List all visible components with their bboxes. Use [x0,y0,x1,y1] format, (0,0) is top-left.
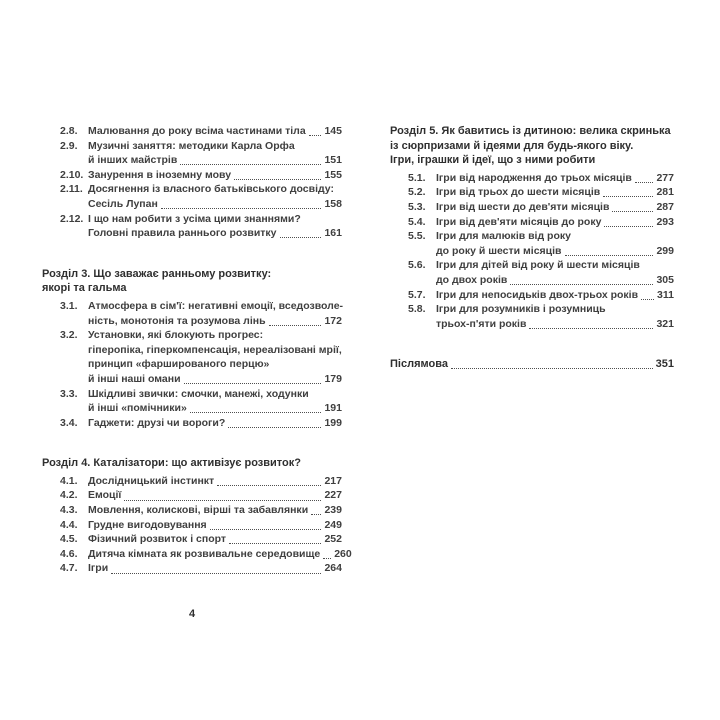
entry-body [436,171,674,186]
entry-page-ref: 287 [656,200,674,213]
toc-entry [60,532,342,547]
entry-last-line [436,317,674,332]
entry-page-ref: 264 [324,562,342,575]
toc-entry [60,328,342,386]
entry-body [88,124,342,139]
entry-page-ref: 217 [324,474,342,487]
entry-body [390,357,674,372]
dot-leader [323,558,331,559]
entry-body [88,387,342,416]
entry-text-line: Ігри для розумників і розумниць [436,303,606,316]
dot-leader [510,284,653,285]
toc-section [42,456,352,576]
entry-number: 2.10. [60,168,84,181]
toc-entry [60,212,342,241]
entry-body [88,488,342,503]
entry-title: й інших майстрів [88,154,178,167]
entry-number: 5.2. [408,186,426,199]
entry-page-ref: 227 [324,489,342,502]
entry-page-ref: 321 [656,317,674,330]
entry-page-ref: 179 [324,372,342,385]
entry-page-ref: 191 [324,402,342,415]
entry-title: Грудне вигодовування [88,518,207,531]
entry-title: й інші «помічники» [88,402,187,415]
entry-title: Гаджети: друзі чи вороги? [88,416,226,429]
entry-page-ref: 281 [656,186,674,199]
entry-title: Післямова [390,358,448,371]
entry-last-line [88,168,342,183]
entry-text-line: Шкідливі звички: смочки, манежі, ходунки [88,387,309,400]
toc-entry [408,229,674,258]
entry-body [88,299,342,328]
entry-page-ref: 249 [324,518,342,531]
entry-body [436,215,674,230]
entry-last-line [436,200,674,215]
entry-number: 4.1. [60,474,78,487]
toc-section [390,124,674,331]
entry-page-ref: 277 [656,171,674,184]
entry-title: й інші наші омани [88,372,181,385]
toc-entry [60,488,342,503]
entry-last-line [88,547,352,562]
entry-page-ref: 293 [656,215,674,228]
entry-title: Ігри [88,562,109,575]
dot-leader [269,325,322,326]
entry-title: трьох-п'яти років [436,317,527,330]
entry-body [436,288,674,303]
toc-right-column [390,124,674,602]
entry-last-line [88,401,342,416]
entry-text-line: Атмосфера в сім'ї: негативні емоції, вседозволе- [88,299,344,312]
toc-entry [60,182,342,211]
entry-body [436,258,674,287]
dot-leader [635,182,654,183]
dot-leader [124,500,321,501]
dot-leader [228,427,321,428]
entry-page-ref: 158 [324,197,342,210]
entry-body [436,229,674,258]
toc-section [42,124,342,241]
entry-last-line [88,474,342,489]
entry-last-line [88,503,342,518]
page-number: 4 [188,608,196,620]
entry-last-line [88,314,342,329]
dot-leader [161,208,322,209]
toc-entry [408,200,674,215]
toc-entry [60,561,342,576]
toc-entry [408,302,674,331]
entry-number: 3.4. [60,416,78,429]
entry-body [436,185,674,200]
entry-body [88,139,342,168]
entry-body [88,561,342,576]
entry-number: 4.5. [60,533,78,546]
dot-leader [217,485,321,486]
entry-body [88,474,342,489]
entry-last-line [88,153,342,168]
entry-page-ref: 172 [324,314,342,327]
toc-entry [408,258,674,287]
dot-leader [311,514,321,515]
entry-last-line [88,488,342,503]
entry-title: Дослідницький інстинкт [88,474,215,487]
section-heading [42,267,342,296]
entry-number: 5.8. [408,303,426,316]
entry-page-ref: 260 [334,547,352,560]
entry-number: 4.6. [60,547,78,560]
entry-title: Мовлення, колискові, вірші та забавлянки [88,504,309,517]
dot-leader [603,196,653,197]
entry-body [88,503,342,518]
entry-body [88,518,342,533]
toc-entry [60,299,342,328]
toc-entry [60,503,342,518]
entry-last-line [88,124,342,139]
entry-text-line: Ігри для дітей від року й шести місяців [436,259,640,272]
entry-title: Емоції [88,489,122,502]
entry-last-line [436,171,674,186]
section-heading [42,456,342,471]
dot-leader [529,328,653,329]
entry-title: Ігри від шести до дев'яти місяців [436,200,610,213]
entry-last-line [88,372,342,387]
entry-title: Фізичний розвиток і спорт [88,533,227,546]
entry-number: 5.1. [408,171,426,184]
dot-leader [180,164,321,165]
entry-text-line: Досягнення із власного батьківського досвіду: [88,183,334,196]
entry-last-line [436,244,674,259]
entry-title: Занурення в іноземну мову [88,168,232,181]
entry-text-line: Установки, які блокують прогрес: [88,329,264,342]
entry-body [436,302,674,331]
entry-number: 2.12. [60,212,84,225]
section-heading-line: якорі та гальма [42,282,127,295]
toc-entry [408,215,674,230]
toc-entry [408,171,674,186]
section-heading-line: Ігри, іграшки й ідеї, що з ними робити [390,154,596,167]
entry-last-line [390,357,674,372]
entry-number: 4.3. [60,504,78,517]
entry-title: Головні правила раннього розвитку [88,227,277,240]
section-heading [390,124,674,168]
entry-page-ref: 305 [656,273,674,286]
entry-text-line: І що нам робити з усіма цими знаннями? [88,212,301,225]
entry-number: 3.2. [60,329,78,342]
dot-leader [309,135,322,136]
dot-leader [641,299,654,300]
entry-number: 5.7. [408,288,426,301]
entry-title: ність, монотонія та розумова лінь [88,314,266,327]
entry-title: Сесіль Лупан [88,197,158,210]
toc-entry [60,139,342,168]
dot-leader [184,383,322,384]
section-heading-line: Розділ 4. Каталізатори: що активізує розвиток? [42,457,301,470]
dot-leader [229,543,321,544]
entry-title: до двох років [436,273,508,286]
entry-body [88,532,342,547]
entry-page-ref: 239 [324,504,342,517]
dot-leader [190,412,322,413]
entry-body [436,200,674,215]
entry-text-line: Музичні заняття: методики Карла Орфа [88,139,295,152]
entry-number: 4.2. [60,489,78,502]
entry-number: 5.3. [408,200,426,213]
entry-page-ref: 299 [656,244,674,257]
dot-leader [612,211,653,212]
entry-number: 5.4. [408,215,426,228]
toc-entry [60,547,352,562]
entry-title: Дитяча кімната як розвивальне середовище [88,547,321,560]
entry-number: 2.8. [60,125,78,137]
entry-number: 5.6. [408,259,426,272]
entry-last-line [88,561,342,576]
entry-title: до року й шести місяців [436,244,562,257]
entry-page-ref: 151 [324,154,342,167]
entry-last-line [436,273,674,288]
entry-body [88,182,342,211]
entry-page-ref: 155 [324,168,342,181]
entry-body [88,416,342,431]
entry-number: 4.7. [60,562,78,575]
toc-entry [60,168,342,183]
entry-title: Ігри від трьох до шести місяців [436,186,601,199]
entry-text-line: гіперопіка, гіперкомпенсація, нереалізовані мрії, [88,343,342,356]
toc-entry [60,416,342,431]
toc-entry [408,185,674,200]
dot-leader [280,237,322,238]
entry-number: 5.5. [408,230,426,243]
entry-body [88,168,342,183]
section-heading-line: Розділ 5. Як бавитись із дитиною: велика скринька [390,125,671,137]
entry-page-ref: 311 [657,288,674,301]
section-heading-line: Розділ 3. Що заважає ранньому розвитку: [42,267,272,280]
toc-entry [60,518,342,533]
entry-last-line [436,185,674,200]
dot-leader [111,573,321,574]
entry-page-ref: 351 [655,358,674,371]
entry-last-line [88,532,342,547]
dot-leader [604,226,653,227]
entry-body [88,547,352,562]
entry-last-line [88,226,342,241]
entry-title: Ігри від народження до трьох місяців [436,171,632,184]
entry-last-line [88,518,342,533]
entry-body [88,212,342,241]
entry-number: 3.3. [60,387,78,400]
toc-section [390,357,674,372]
dot-leader [451,368,653,369]
entry-page-ref: 252 [324,533,342,546]
entry-title: Малювання до року всіма частинами тіла [88,125,306,137]
entry-number: 2.11. [60,183,83,196]
toc-entry [390,357,674,372]
entry-body [88,328,342,386]
entry-page-ref: 145 [324,125,342,137]
entry-text-line: Ігри для малюків від року [436,230,571,243]
entry-last-line [436,215,674,230]
entry-number: 4.4. [60,518,78,531]
entry-last-line [436,288,674,303]
entry-page-ref: 199 [324,416,342,429]
dot-leader [210,529,322,530]
entry-title: Ігри для непосидьків двох-трьох років [436,288,639,301]
toc-section [42,267,342,431]
section-heading-line: із сюрпризами й ідеями для будь-якого віку. [390,139,634,152]
entry-title: Ігри від дев'яти місяців до року [436,215,602,228]
toc-entry [60,124,342,139]
entry-text-line: принцип «фаршированого перцю» [88,358,270,371]
toc-entry [408,288,674,303]
toc-left-column [42,124,352,602]
toc-entry [60,474,342,489]
entry-number: 2.9. [60,139,78,152]
dot-leader [565,255,654,256]
entry-last-line [88,416,342,431]
entry-page-ref: 161 [324,227,342,240]
toc-entry [60,387,342,416]
dot-leader [234,179,321,180]
entry-number: 3.1. [60,299,78,312]
entry-last-line [88,197,342,212]
